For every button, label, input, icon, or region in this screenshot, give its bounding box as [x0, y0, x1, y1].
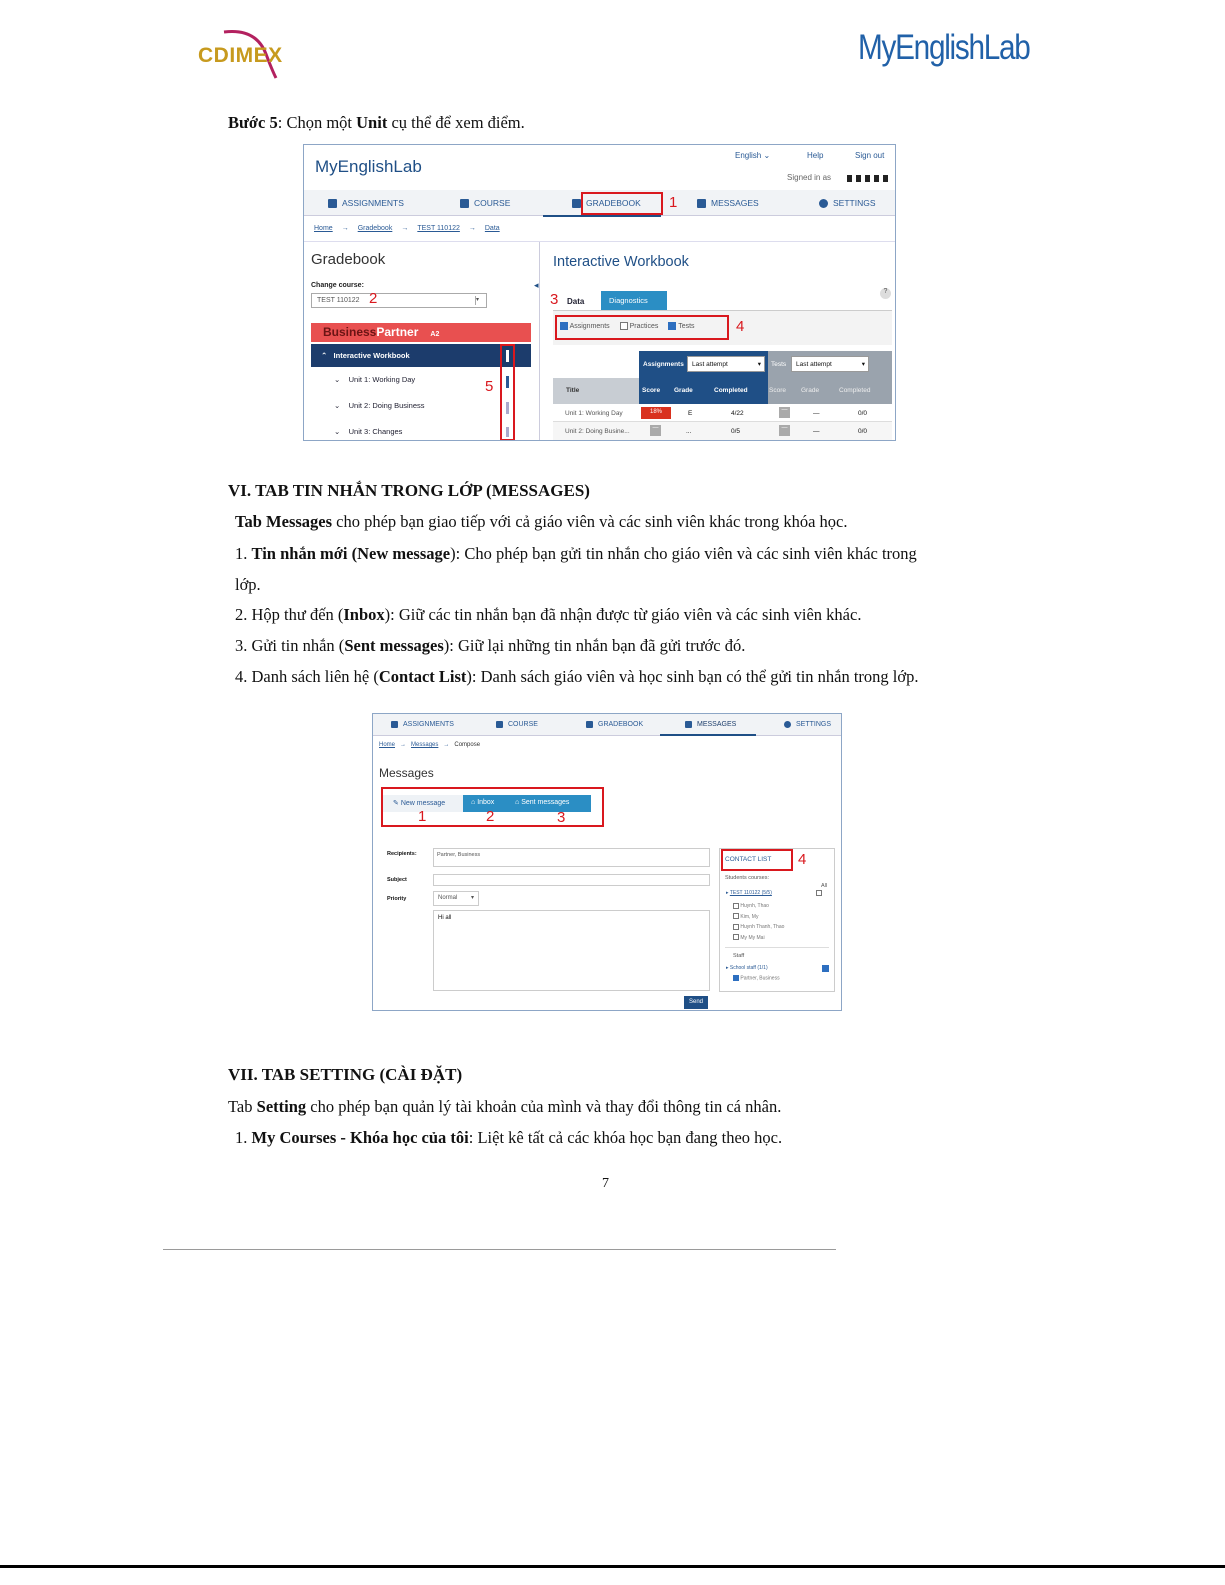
subject-label: Subject — [387, 877, 407, 883]
tab-settings[interactable]: SETTINGS — [819, 198, 876, 208]
gear-icon — [784, 721, 791, 728]
col-test-grade[interactable]: Grade — [801, 387, 820, 394]
gear-icon — [819, 199, 828, 208]
crumb-arrow: → — [401, 225, 409, 232]
staff-label: Staff — [733, 953, 745, 959]
chevron-down-icon: ▾ — [475, 296, 484, 305]
tree-unit-1[interactable]: ⌄ Unit 1: Working Day — [334, 375, 416, 384]
tab-assignments[interactable]: ASSIGNMENTS — [328, 198, 404, 208]
edit-icon: ✎ — [393, 800, 401, 807]
contact-item[interactable]: Huynh Thanh, Thao — [733, 922, 784, 933]
book-icon — [496, 721, 503, 728]
sent-icon: ⌂ — [515, 799, 522, 806]
page-number: 7 — [602, 1176, 609, 1191]
signed-in-name-redacted — [847, 175, 891, 182]
footer-rule — [163, 1249, 836, 1250]
list-icon — [391, 721, 398, 728]
col-completed[interactable]: Completed — [714, 387, 748, 394]
callout-3: 3 — [550, 291, 559, 308]
chevron-down-icon: ▾ — [861, 361, 865, 368]
course-select[interactable]: TEST 110122 ▾ — [311, 293, 487, 308]
crumb-messages[interactable]: Messages — [411, 742, 439, 748]
section-7-heading: VII. TAB SETTING (CÀI ĐẶT) — [228, 1065, 463, 1084]
list-icon — [328, 199, 337, 208]
messages-title: Messages — [379, 766, 434, 780]
gb-logo: MyEnglishLab — [315, 157, 422, 176]
table-row[interactable]: Unit 1: Working Day 18% E 4/22 — — 0/0 — [553, 404, 892, 422]
callout-3: 3 — [557, 809, 566, 826]
messages-screenshot — [372, 713, 842, 1011]
student-list — [733, 901, 784, 943]
crumb-compose: Compose — [454, 742, 481, 748]
tab-messages[interactable]: MESSAGES — [697, 198, 759, 208]
book-icon — [460, 199, 469, 208]
sec6-item-1: 1. Tin nhắn mới (New message): Cho phép bạn gửi tin nhắn cho giáo viên và các sinh viên khác trong — [235, 544, 917, 563]
signout-link[interactable]: Sign out — [855, 151, 885, 160]
all-checkbox[interactable] — [816, 890, 822, 896]
left-title: Gradebook — [311, 251, 386, 268]
sec6-item-2: 2. Hộp thư đến (Inbox): Giữ các tin nhắn bạn đã nhận được từ giáo viên và các sinh viên khác. — [235, 605, 862, 624]
collapse-arrow-icon[interactable]: ◂ — [534, 280, 539, 290]
tab-gradebook[interactable]: GRADEBOOK — [572, 198, 641, 208]
sec6-item-3: 3. Gửi tin nhắn (Sent messages): Giữ lại những tin nhắn bạn đã gửi trước đó. — [235, 636, 746, 655]
sent-messages-button[interactable]: ⌂ Sent messages — [507, 795, 591, 812]
contact-item[interactable]: Kim, My — [733, 912, 784, 923]
contact-item[interactable]: My My Mai — [733, 933, 784, 944]
students-label: Students courses: — [725, 875, 770, 881]
crumb-data[interactable]: Data — [484, 225, 500, 232]
sec6-item-1-cont: lớp. — [235, 575, 261, 594]
tab-gradebook[interactable]: GRADEBOOK — [586, 721, 643, 728]
section-6-heading: VI. TAB TIN NHẮN TRONG LỚP (MESSAGES) — [228, 481, 590, 500]
chevron-up-icon: ⌃ — [321, 351, 334, 360]
tree-unit-3[interactable]: ⌄ Unit 3: Changes — [334, 427, 403, 436]
right-title: Interactive Workbook — [553, 254, 689, 270]
filter-row — [560, 322, 695, 330]
course-link[interactable]: ▸ TEST 110122 (5/5) — [726, 890, 772, 896]
priority-select[interactable]: Normal ▾ — [433, 891, 479, 906]
filter-assignments[interactable]: Assignments — [560, 322, 610, 330]
tree-workbook[interactable]: ⌃ Interactive Workbook — [311, 344, 531, 367]
col-test-completed[interactable]: Completed — [839, 387, 871, 394]
col-title[interactable]: Title — [566, 387, 580, 394]
sec6-intro: Tab Messages cho phép bạn giao tiếp với cả giáo viên và các sinh viên khác trong khóa học. — [235, 512, 848, 531]
subtab-data[interactable]: Data — [567, 297, 585, 306]
callout-4: 4 — [798, 851, 807, 868]
callout-2: 2 — [369, 290, 378, 307]
breadcrumb — [379, 742, 480, 748]
myenglishlab-logo: MyEnglishLab — [858, 28, 1030, 67]
recipients-field[interactable]: Partner, Business — [433, 848, 710, 867]
help-link[interactable]: Help — [807, 151, 824, 160]
table-row[interactable]: Unit 2: Doing Busine... — ... 0/5 — — 0/0 — [553, 422, 892, 440]
signed-in-text: Signed in as — [787, 173, 832, 182]
tab-course[interactable]: COURSE — [460, 198, 510, 208]
tab-settings[interactable]: SETTINGS — [784, 721, 831, 728]
tests-label: Tests — [771, 361, 787, 368]
school-staff-link[interactable]: ▸ School staff (1/1) — [726, 965, 768, 971]
tab-course[interactable]: COURSE — [496, 721, 538, 728]
staff-checkbox-checked[interactable] — [822, 965, 829, 972]
filter-practices[interactable]: Practices — [620, 322, 659, 330]
subject-field[interactable] — [433, 874, 710, 886]
cdimex-logo: CDIMEX — [198, 44, 283, 67]
inbox-button[interactable]: ⌂ Inbox — [463, 795, 507, 812]
crumb-home[interactable]: Home — [314, 225, 333, 232]
tests-select[interactable]: Last attempt ▾ — [791, 356, 869, 372]
message-body[interactable]: Hi all — [433, 910, 710, 991]
callout-2: 2 — [486, 808, 495, 825]
step5-line: Bước 5: Chọn một Unit cụ thể để xem điểm. — [228, 113, 525, 132]
inbox-icon — [697, 199, 706, 208]
business-partner-banner: BusinessPartner A2 — [311, 323, 531, 342]
check-icon — [586, 721, 593, 728]
callout-1: 1 — [418, 808, 427, 825]
help-icon[interactable]: ? — [880, 288, 891, 299]
checkbox-checked-icon — [668, 322, 676, 330]
crumb-course[interactable]: TEST 110122 — [417, 225, 460, 232]
chevron-down-icon: ▾ — [757, 361, 761, 368]
crumb-arrow: → — [468, 225, 476, 232]
checkbox-icon — [620, 322, 628, 330]
new-message-button[interactable]: ✎ New message — [383, 795, 463, 812]
contact-item[interactable]: Huynh, Thao — [733, 901, 784, 912]
chevron-down-icon: ⌄ — [334, 375, 349, 384]
tree-unit-2[interactable]: ⌄ Unit 2: Doing Business — [334, 401, 425, 410]
contact-list-title: CONTACT LIST — [725, 856, 772, 863]
sec7-item-1: 1. My Courses - Khóa học của tôi: Liệt kê tất cả các khóa học bạn đang theo học. — [235, 1128, 783, 1147]
crumb-arrow: → — [400, 742, 407, 748]
crumb-arrow: → — [443, 742, 450, 748]
gradebook-screenshot — [303, 144, 896, 441]
chevron-down-icon: ⌄ — [334, 401, 349, 410]
col-score[interactable]: Score — [642, 387, 661, 394]
send-button[interactable]: Send — [684, 996, 708, 1009]
breadcrumb — [314, 225, 500, 232]
crumb-arrow: → — [341, 225, 349, 232]
chevron-down-icon: ⌄ — [334, 427, 349, 436]
contact-item[interactable]: Partner, Business — [733, 975, 780, 981]
check-icon — [572, 199, 581, 208]
crumb-home[interactable]: Home — [379, 742, 396, 748]
checkbox-checked-icon — [560, 322, 568, 330]
subtab-diagnostics[interactable]: Diagnostics — [601, 291, 667, 310]
assign-label: Assignments — [643, 361, 684, 368]
callout-5: 5 — [485, 378, 494, 395]
inbox-icon — [685, 721, 692, 728]
lang-link[interactable]: English ⌄ — [735, 151, 771, 160]
col-test-score[interactable]: Score — [769, 387, 786, 394]
col-grade[interactable]: Grade — [674, 387, 693, 394]
change-course-label: Change course: — [311, 282, 364, 289]
sec7-intro: Tab Setting cho phép bạn quản lý tài khoản của mình và thay đổi thông tin cá nhân. — [228, 1097, 782, 1116]
tab-assignments[interactable]: ASSIGNMENTS — [391, 721, 454, 728]
callout-1: 1 — [669, 194, 678, 211]
inbox-icon: ⌂ — [471, 799, 478, 806]
filter-tests[interactable]: Tests — [668, 322, 694, 330]
chevron-down-icon: ▾ — [470, 895, 474, 901]
assign-select[interactable]: Last attempt ▾ — [687, 356, 765, 372]
recipients-label: Recipients: — [387, 851, 417, 857]
priority-label: Priority — [387, 896, 407, 902]
all-label: All — [821, 883, 828, 889]
sec6-item-4: 4. Danh sách liên hệ (Contact List): Danh sách giáo viên và học sinh bạn có thể gửi tin nhắn trong lớp. — [235, 667, 919, 686]
callout-4: 4 — [736, 318, 745, 335]
bottom-edge-line — [0, 1565, 1225, 1568]
crumb-gradebook[interactable]: Gradebook — [357, 225, 393, 232]
tab-messages[interactable]: MESSAGES — [685, 721, 736, 728]
